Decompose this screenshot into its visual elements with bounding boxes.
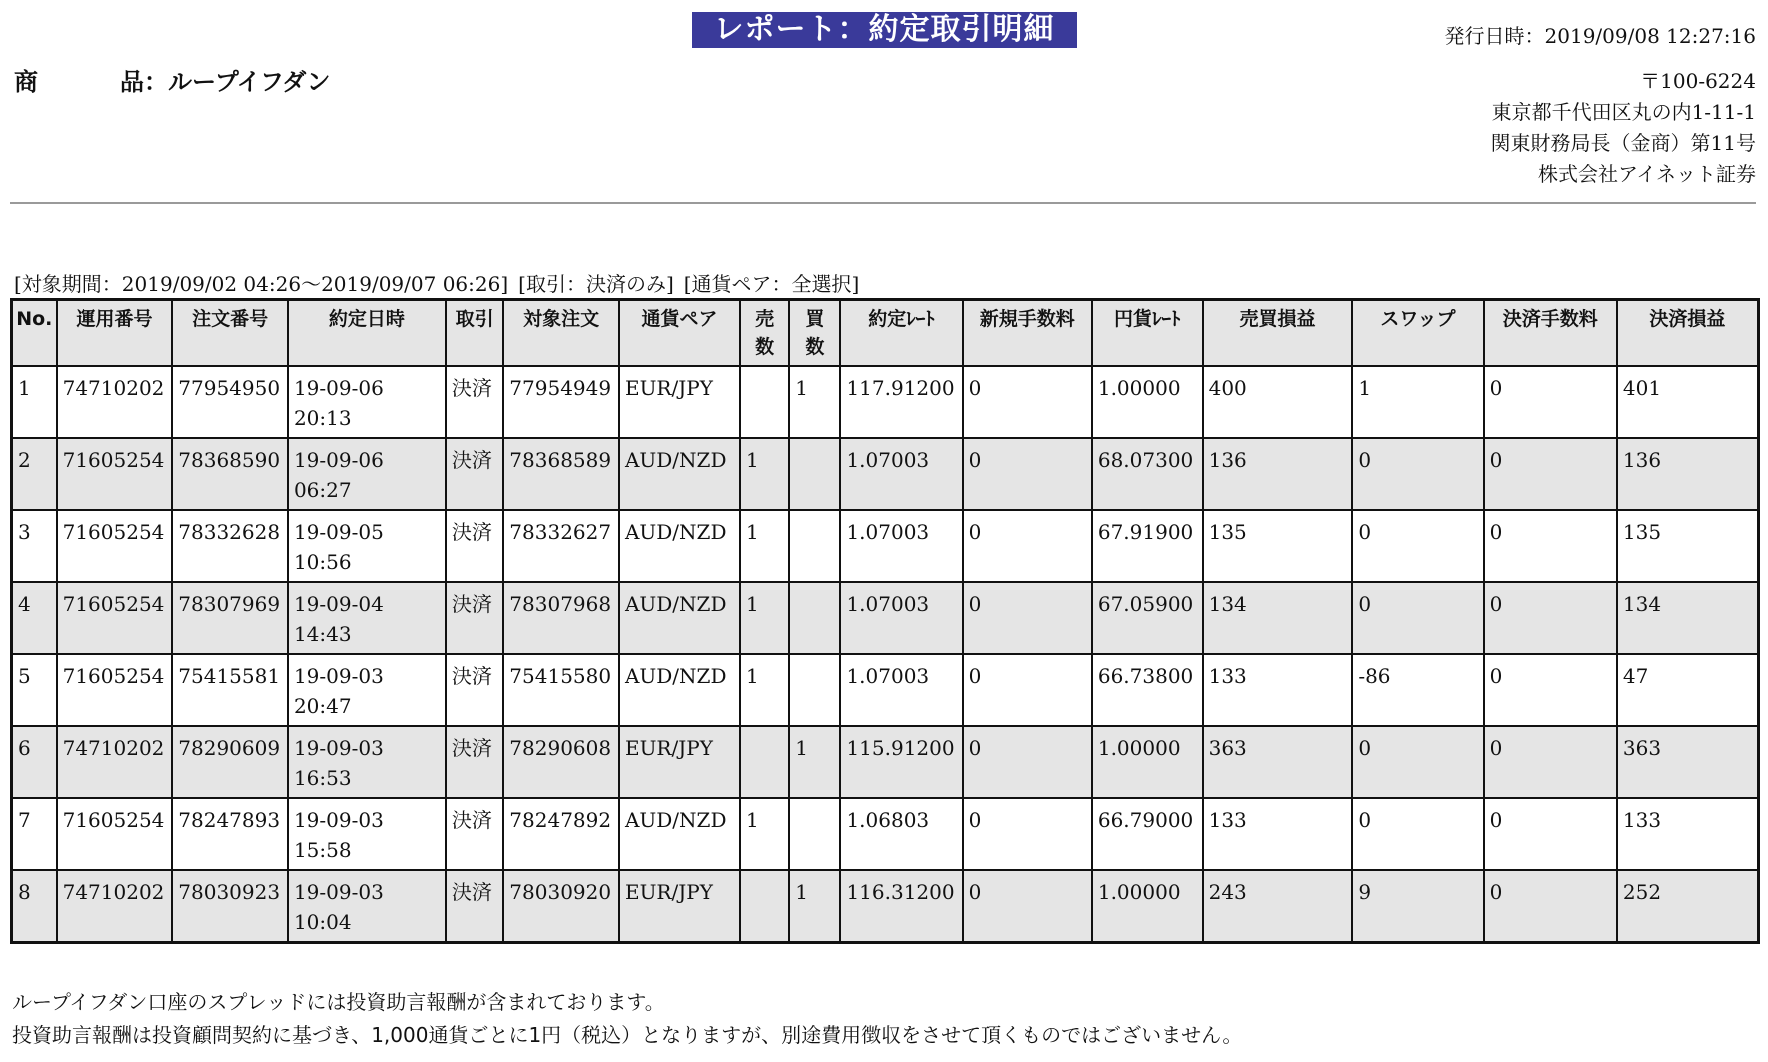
column-header-trade-type: 取引 xyxy=(446,300,503,367)
cell-no: 6 xyxy=(12,726,57,798)
cell-order-number: 77954950 xyxy=(172,366,288,438)
footnotes xyxy=(12,986,1242,1052)
column-header-currency-pair: 通貨ペア xyxy=(619,300,740,367)
table-row xyxy=(12,870,1759,943)
table-row xyxy=(12,510,1759,582)
cell-trade-pl: 136 xyxy=(1203,438,1353,510)
column-header-execution-rate: 約定ﾚｰﾄ xyxy=(840,300,962,367)
cell-no: 3 xyxy=(12,510,57,582)
cell-sell-qty: 1 xyxy=(740,438,789,510)
table-row xyxy=(12,726,1759,798)
cell-execution-datetime: 19-09-04 14:43 xyxy=(288,582,446,654)
footnote-line: ループイフダン口座のスプレッドには投資助言報酬が含まれております。 xyxy=(12,990,665,1014)
cell-currency-pair: EUR/JPY xyxy=(619,870,740,943)
cell-order-number: 78368590 xyxy=(172,438,288,510)
cell-open-fee: 0 xyxy=(963,870,1092,943)
cell-open-fee: 0 xyxy=(963,798,1092,870)
cell-no: 2 xyxy=(12,438,57,510)
cell-settlement-pl: 401 xyxy=(1617,366,1759,438)
cell-swap: 9 xyxy=(1352,870,1483,943)
column-header-target-order: 対象注文 xyxy=(503,300,619,367)
cell-unyou-number: 74710202 xyxy=(57,366,173,438)
cell-buy-qty: 1 xyxy=(789,870,840,943)
cell-settlement-fee: 0 xyxy=(1484,510,1617,582)
cell-settlement-fee: 0 xyxy=(1484,582,1617,654)
cell-buy-qty xyxy=(789,654,840,726)
cell-settlement-pl: 135 xyxy=(1617,510,1759,582)
column-header-settlement-fee: 決済手数料 xyxy=(1484,300,1617,367)
cell-execution-rate: 1.07003 xyxy=(840,510,962,582)
cell-execution-datetime: 19-09-03 16:53 xyxy=(288,726,446,798)
cell-no: 4 xyxy=(12,582,57,654)
cell-currency-pair: EUR/JPY xyxy=(619,366,740,438)
cell-open-fee: 0 xyxy=(963,366,1092,438)
cell-yen-rate: 1.00000 xyxy=(1092,870,1203,943)
company-address xyxy=(1491,66,1756,190)
cell-yen-rate: 1.00000 xyxy=(1092,726,1203,798)
cell-trade-type: 決済 xyxy=(446,870,503,943)
table-row xyxy=(12,582,1759,654)
product-label-a: 商 xyxy=(14,67,38,96)
cell-settlement-fee: 0 xyxy=(1484,654,1617,726)
table-row xyxy=(12,798,1759,870)
cell-swap: 0 xyxy=(1352,582,1483,654)
cell-target-order: 77954949 xyxy=(503,366,619,438)
cell-sell-qty: 1 xyxy=(740,798,789,870)
cell-yen-rate: 67.91900 xyxy=(1092,510,1203,582)
column-header-order-number: 注文番号 xyxy=(172,300,288,367)
cell-no: 7 xyxy=(12,798,57,870)
address-line: 関東財務局長（金商）第11号 xyxy=(1490,131,1756,155)
cell-unyou-number: 74710202 xyxy=(57,870,173,943)
cell-buy-qty xyxy=(789,798,840,870)
address-line: 東京都千代田区丸の内1-11-1 xyxy=(1491,100,1756,124)
cell-trade-pl: 243 xyxy=(1203,870,1353,943)
table-row xyxy=(12,438,1759,510)
cell-trade-pl: 135 xyxy=(1203,510,1353,582)
cell-target-order: 78030920 xyxy=(503,870,619,943)
filter-summary xyxy=(14,268,869,297)
cell-trade-type: 決済 xyxy=(446,510,503,582)
cell-sell-qty: 1 xyxy=(740,654,789,726)
cell-currency-pair: AUD/NZD xyxy=(619,654,740,726)
cell-swap: 0 xyxy=(1352,726,1483,798)
cell-unyou-number: 74710202 xyxy=(57,726,173,798)
cell-execution-datetime: 19-09-03 15:58 xyxy=(288,798,446,870)
cell-currency-pair: AUD/NZD xyxy=(619,798,740,870)
column-header-unyou-number: 運用番号 xyxy=(57,300,173,367)
cell-trade-pl: 133 xyxy=(1203,798,1353,870)
cell-yen-rate: 68.07300 xyxy=(1092,438,1203,510)
cell-no: 8 xyxy=(12,870,57,943)
cell-open-fee: 0 xyxy=(963,654,1092,726)
cell-trade-type: 決済 xyxy=(446,366,503,438)
column-header-execution-datetime: 約定日時 xyxy=(288,300,446,367)
cell-swap: 0 xyxy=(1352,510,1483,582)
cell-order-number: 75415581 xyxy=(172,654,288,726)
column-header-buy-qty: 買 数 xyxy=(789,300,840,367)
cell-order-number: 78332628 xyxy=(172,510,288,582)
cell-target-order: 78368589 xyxy=(503,438,619,510)
cell-execution-datetime: 19-09-03 10:04 xyxy=(288,870,446,943)
cell-settlement-pl: 47 xyxy=(1617,654,1759,726)
cell-swap: -86 xyxy=(1352,654,1483,726)
cell-settlement-pl: 133 xyxy=(1617,798,1759,870)
cell-settlement-pl: 252 xyxy=(1617,870,1759,943)
cell-buy-qty: 1 xyxy=(789,726,840,798)
cell-execution-rate: 116.31200 xyxy=(840,870,962,943)
cell-trade-type: 決済 xyxy=(446,798,503,870)
cell-target-order: 78332627 xyxy=(503,510,619,582)
cell-target-order: 78290608 xyxy=(503,726,619,798)
company-name: 株式会社アイネット証券 xyxy=(1538,162,1756,186)
cell-yen-rate: 66.79000 xyxy=(1092,798,1203,870)
cell-settlement-fee: 0 xyxy=(1484,798,1617,870)
address-line: 〒100-6224 xyxy=(1640,69,1756,93)
cell-order-number: 78307969 xyxy=(172,582,288,654)
cell-trade-pl: 400 xyxy=(1203,366,1353,438)
filter-trade: [取引：決済のみ] xyxy=(518,272,674,296)
cell-currency-pair: EUR/JPY xyxy=(619,726,740,798)
cell-execution-rate: 1.07003 xyxy=(840,582,962,654)
column-header-swap: スワップ xyxy=(1352,300,1483,367)
cell-swap: 0 xyxy=(1352,798,1483,870)
footnote-line: 投資助言報酬は投資顧問契約に基づき、1,000通貨ごとに1円（税込）となりますが、別途費用徴収をさせて頂くものではございません。 xyxy=(12,1023,1243,1047)
cell-settlement-fee: 0 xyxy=(1484,438,1617,510)
cell-unyou-number: 71605254 xyxy=(57,798,173,870)
cell-swap: 1 xyxy=(1352,366,1483,438)
cell-execution-datetime: 19-09-03 20:47 xyxy=(288,654,446,726)
cell-order-number: 78247893 xyxy=(172,798,288,870)
column-header-open-fee: 新規手数料 xyxy=(963,300,1092,367)
cell-unyou-number: 71605254 xyxy=(57,438,173,510)
cell-open-fee: 0 xyxy=(963,438,1092,510)
cell-currency-pair: AUD/NZD xyxy=(619,510,740,582)
cell-execution-datetime: 19-09-05 10:56 xyxy=(288,510,446,582)
cell-settlement-fee: 0 xyxy=(1484,366,1617,438)
cell-execution-rate: 115.91200 xyxy=(840,726,962,798)
cell-sell-qty xyxy=(740,726,789,798)
cell-execution-rate: 1.07003 xyxy=(840,654,962,726)
cell-settlement-fee: 0 xyxy=(1484,726,1617,798)
cell-buy-qty xyxy=(789,582,840,654)
cell-settlement-fee: 0 xyxy=(1484,870,1617,943)
cell-sell-qty xyxy=(740,870,789,943)
cell-open-fee: 0 xyxy=(963,582,1092,654)
product-label-b: 品：ループイフダン xyxy=(120,67,331,96)
cell-unyou-number: 71605254 xyxy=(57,654,173,726)
cell-buy-qty: 1 xyxy=(789,366,840,438)
cell-trade-type: 決済 xyxy=(446,654,503,726)
cell-settlement-pl: 136 xyxy=(1617,438,1759,510)
cell-sell-qty: 1 xyxy=(740,582,789,654)
column-header-sell-qty: 売 数 xyxy=(740,300,789,367)
product-label xyxy=(14,62,330,97)
cell-execution-datetime: 19-09-06 06:27 xyxy=(288,438,446,510)
cell-yen-rate: 1.00000 xyxy=(1092,366,1203,438)
column-header-no: No. xyxy=(12,300,57,367)
cell-no: 5 xyxy=(12,654,57,726)
cell-sell-qty: 1 xyxy=(740,510,789,582)
column-header-settlement-pl: 決済損益 xyxy=(1617,300,1759,367)
cell-sell-qty xyxy=(740,366,789,438)
cell-execution-rate: 1.06803 xyxy=(840,798,962,870)
cell-swap: 0 xyxy=(1352,438,1483,510)
cell-target-order: 75415580 xyxy=(503,654,619,726)
cell-execution-datetime: 19-09-06 20:13 xyxy=(288,366,446,438)
table-row xyxy=(12,654,1759,726)
table-header-row xyxy=(12,300,1759,367)
issued-datetime: 発行日時：2019/09/08 12:27:16 xyxy=(1444,24,1756,48)
filter-period: [対象期間：2019/09/02 04:26〜2019/09/07 06:26] xyxy=(14,272,509,296)
table-row xyxy=(12,366,1759,438)
cell-currency-pair: AUD/NZD xyxy=(619,438,740,510)
cell-trade-pl: 133 xyxy=(1203,654,1353,726)
cell-trade-type: 決済 xyxy=(446,726,503,798)
cell-yen-rate: 67.05900 xyxy=(1092,582,1203,654)
table-body xyxy=(12,366,1759,943)
cell-trade-pl: 363 xyxy=(1203,726,1353,798)
filter-pair: [通貨ペア：全選択] xyxy=(683,272,860,296)
cell-unyou-number: 71605254 xyxy=(57,510,173,582)
cell-unyou-number: 71605254 xyxy=(57,582,173,654)
cell-trade-type: 決済 xyxy=(446,438,503,510)
cell-order-number: 78030923 xyxy=(172,870,288,943)
cell-buy-qty xyxy=(789,438,840,510)
cell-target-order: 78307968 xyxy=(503,582,619,654)
report-title: レポート：約定取引明細 xyxy=(692,12,1077,48)
cell-settlement-pl: 363 xyxy=(1617,726,1759,798)
column-header-yen-rate: 円貨ﾚｰﾄ xyxy=(1092,300,1203,367)
cell-open-fee: 0 xyxy=(963,510,1092,582)
divider xyxy=(10,202,1756,204)
trade-detail-table xyxy=(10,298,1760,944)
cell-trade-pl: 134 xyxy=(1203,582,1353,654)
cell-no: 1 xyxy=(12,366,57,438)
cell-open-fee: 0 xyxy=(963,726,1092,798)
cell-settlement-pl: 134 xyxy=(1617,582,1759,654)
cell-currency-pair: AUD/NZD xyxy=(619,582,740,654)
cell-order-number: 78290609 xyxy=(172,726,288,798)
cell-execution-rate: 1.07003 xyxy=(840,438,962,510)
cell-yen-rate: 66.73800 xyxy=(1092,654,1203,726)
cell-target-order: 78247892 xyxy=(503,798,619,870)
column-header-trade-pl: 売買損益 xyxy=(1203,300,1353,367)
cell-buy-qty xyxy=(789,510,840,582)
cell-trade-type: 決済 xyxy=(446,582,503,654)
cell-execution-rate: 117.91200 xyxy=(840,366,962,438)
